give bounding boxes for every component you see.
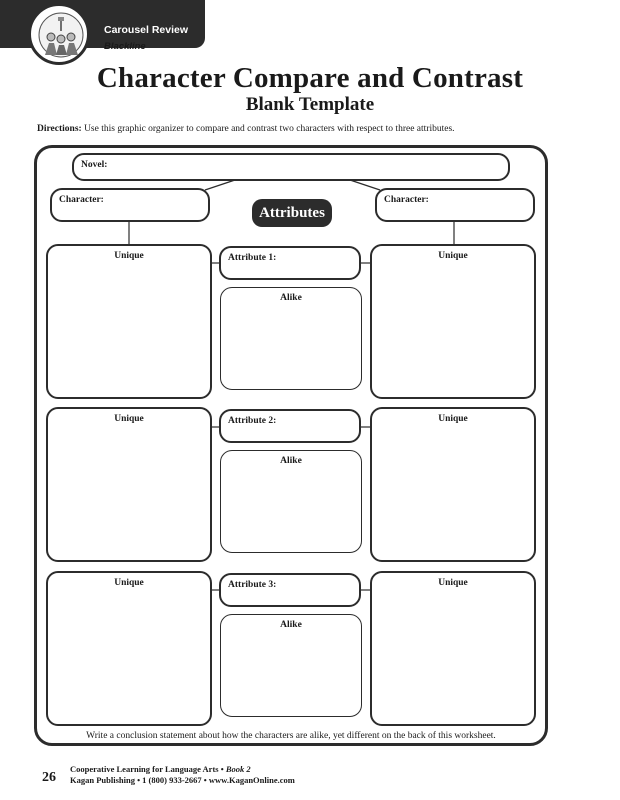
unique-left-3[interactable] [46,571,212,726]
page-subtitle: Blank Template [245,94,375,115]
alike-label: Alike [280,456,302,466]
page-title: Character Compare and Contrast [96,62,524,94]
footer-book-separator: • [218,764,226,774]
attribute-1-field[interactable] [219,246,361,280]
footer-book-title: Cooperative Learning for Language Arts [70,764,219,774]
novel-to-left-character-line [205,180,235,190]
unique-label: Unique [114,578,144,588]
directions-text: Use this graphic organizer to compare and contrast two characters with respect to three attributes. [84,124,455,134]
footer-book [70,764,251,774]
attributes-heading: Attributes [252,199,332,227]
novel-field[interactable] [72,153,510,181]
header-subtitle: Blackline [104,41,146,52]
unique-left-1[interactable] [46,244,212,399]
character-left-label: Character: [59,195,104,205]
character-right-field[interactable] [375,188,535,222]
unique-label: Unique [438,578,468,588]
unique-right-3[interactable] [370,571,536,726]
conclusion-instruction: Write a conclusion statement about how the characters are alike, yet different on the back of this worksheet. [86,731,496,741]
character-left-field[interactable] [50,188,210,222]
alike-2[interactable] [220,450,362,553]
unique-label: Unique [438,414,468,424]
alike-1[interactable] [220,287,362,390]
novel-to-right-character-line [350,180,380,190]
alike-label: Alike [280,293,302,303]
attribute-1-label: Attribute 1: [228,253,277,263]
header-title: Carousel Review [104,24,189,36]
unique-right-1[interactable] [370,244,536,399]
attribute-2-field[interactable] [219,409,361,443]
novel-label: Novel: [81,160,108,170]
unique-label: Unique [114,414,144,424]
unique-left-2[interactable] [46,407,212,562]
alike-3[interactable] [220,614,362,717]
character-right-label: Character: [384,195,429,205]
attribute-2-label: Attribute 2: [228,416,277,426]
footer-book-volume: Book 2 [225,764,251,774]
unique-right-2[interactable] [370,407,536,562]
unique-label: Unique [438,251,468,261]
page-number: 26 [42,770,56,785]
attribute-3-label: Attribute 3: [228,580,277,590]
attribute-3-field[interactable] [219,573,361,607]
unique-label: Unique [114,251,144,261]
alike-label: Alike [280,620,302,630]
footer-publisher: Kagan Publishing • 1 (800) 933-2667 • www.KaganOnline.com [70,775,295,785]
directions-label: Directions: [37,124,82,134]
